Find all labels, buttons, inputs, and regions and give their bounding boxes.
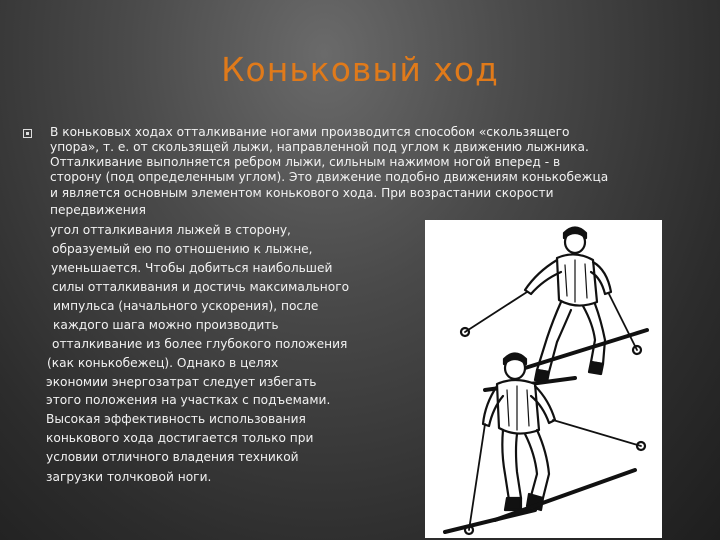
square-bullet-icon [23, 129, 32, 138]
skiers-illustration [425, 220, 662, 538]
upper-skier-figure [461, 228, 647, 391]
text-line: условии отличного владения техникой [46, 450, 299, 464]
text-line: и является основным элементом конькового хода. При возрастании скорости [50, 186, 554, 200]
text-line: В коньковых ходах отталкивание ногами производится способом «скользящего [50, 125, 570, 139]
text-line: уменьшается. Чтобы добиться наибольшей [51, 261, 333, 275]
text-line: конькового хода достигается только при [46, 431, 314, 445]
text-line: импульса (начального ускорения), после [53, 299, 319, 313]
text-line: экономии энергозатрат следует избегать [46, 375, 317, 389]
skiers-drawing [425, 220, 662, 538]
text-line: загрузки толчковой ноги. [46, 470, 212, 484]
text-line: Высокая эффективность использования [46, 412, 306, 426]
text-line: передвижения [50, 203, 146, 217]
text-line: Отталкивание выполняется ребром лыжи, сильным нажимом ногой вперед - в [50, 155, 561, 169]
text-line: этого положения на участках с подъемами. [46, 393, 331, 407]
text-line: образуемый ею по отношению к лыжне, [52, 242, 313, 256]
text-line: отталкивание из более глубокого положения [52, 337, 348, 351]
slide-title: Коньковый ход [221, 50, 499, 89]
text-line: упора», т. е. от скользящей лыжи, направленной под углом к движению лыжника. [50, 140, 589, 154]
text-line: силы отталкивания и достичь максимального [52, 280, 350, 294]
text-line: (как конькобежец). Однако в целях [47, 356, 279, 370]
text-line: сторону (под определенным углом). Это движение подобно движениям конькобежца [50, 170, 609, 184]
text-line: каждого шага можно производить [53, 318, 279, 332]
text-line: угол отталкивания лыжей в сторону, [50, 223, 291, 237]
